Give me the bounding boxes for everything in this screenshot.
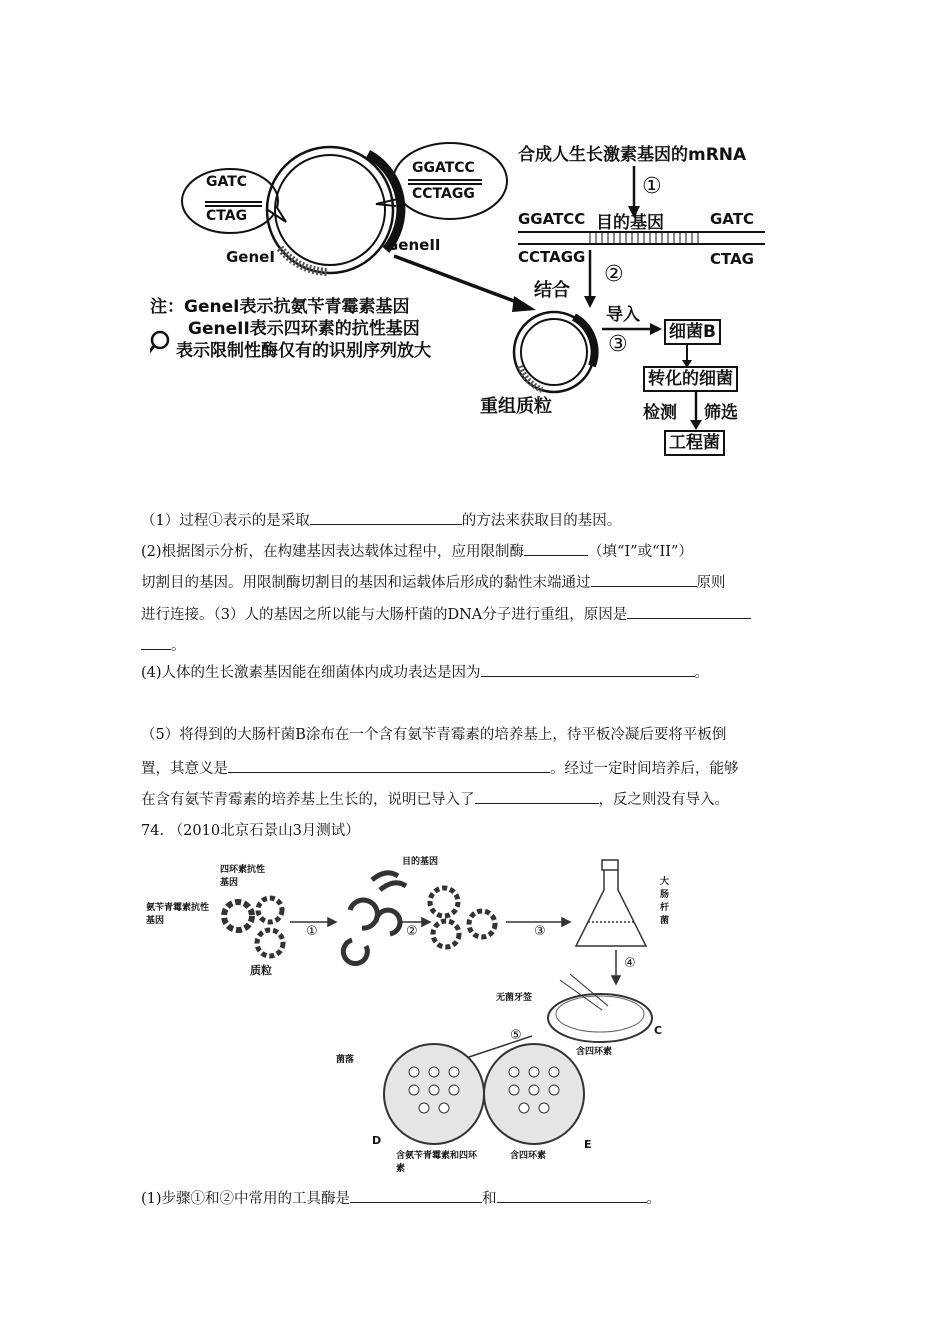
question-1 xyxy=(141,510,811,530)
question-74-1 xyxy=(141,1188,811,1208)
plate-d-letter: D xyxy=(372,1134,382,1147)
question-4 xyxy=(141,662,811,682)
q5-text-c: 。经过一定时间培养后，能够 xyxy=(550,761,739,777)
bubble-left-bottom-seq: CTAG xyxy=(206,208,248,224)
question-2-line-1 xyxy=(141,541,811,561)
bubble-left-top-seq: GATC xyxy=(206,174,248,190)
fig2-step-1: ① xyxy=(306,924,318,939)
plate-c xyxy=(548,994,652,1042)
q5-blank-1[interactable] xyxy=(228,758,550,773)
q2-blank-principle[interactable] xyxy=(591,572,697,587)
q5-text-a: （5）将得到的大肠杆菌B涂布在一个含有氨苄青霉素的培养基上，待平板冷凝后要将平板倒 xyxy=(141,727,727,743)
mrna-title: 合成人生长激素基因的mRNA xyxy=(518,145,747,165)
q5-text-d: 在含有氨苄青霉素的培养基上生长的，说明已导入了 xyxy=(141,792,475,808)
note-line-3: 表示限制性酶仅有的识别序列放大 xyxy=(176,341,431,361)
note-line-2: GeneII表示四环素的抗性基因 xyxy=(188,319,420,339)
plate-d-medium-label: 含氨苄青霉素和四环素 xyxy=(396,1151,478,1174)
fig2-step-3: ③ xyxy=(534,924,546,939)
plate-e-letter: E xyxy=(584,1138,592,1151)
q2-blank-enzyme[interactable] xyxy=(524,541,588,556)
q4-blank[interactable] xyxy=(481,662,695,677)
note-line-1: 注：GeneI表示抗氨苄青霉素基因 xyxy=(150,297,410,317)
transformed-bacteria-box: 转化的细菌 xyxy=(643,366,738,392)
q1-text-a: （1）过程①表示的是采取 xyxy=(141,513,310,529)
magnifier-icon xyxy=(150,332,168,356)
figure-1 xyxy=(150,130,790,460)
q2-text-a: (2)根据图示分析，在构建基因表达载体过程中，应用限制酶 xyxy=(141,544,525,560)
flask-icon xyxy=(576,860,646,946)
gene-2-label: GeneII xyxy=(386,236,441,254)
seq-top-right: GATC xyxy=(710,210,754,228)
plasmid-label: 质粒 xyxy=(250,964,272,977)
target-gene-label: 目的基因 xyxy=(596,213,664,233)
q2-text-d: 原则 xyxy=(696,575,726,591)
question-2-line-2 xyxy=(141,572,811,592)
fig2-step-4: ④ xyxy=(624,956,636,971)
q3-blank-2[interactable] xyxy=(141,635,171,650)
combine-label: 结合 xyxy=(534,280,570,301)
plate-e-medium-label: 含四环素 xyxy=(510,1151,547,1161)
q5-text-e: ，反之则没有导入。 xyxy=(598,792,729,808)
q74-1-text-a: (1)步骤①和②中常用的工具酶是 xyxy=(141,1191,351,1207)
q2-text-c: 切割目的基因。用限制酶切割目的基因和运载体后形成的黏性末端通过 xyxy=(141,575,591,591)
question-74-heading xyxy=(141,822,811,840)
seq-top-left: GGATCC xyxy=(518,210,586,228)
detect-label: 检测 xyxy=(643,403,677,423)
screen-label: 筛选 xyxy=(704,403,738,423)
colony-label: 菌落 xyxy=(336,1055,355,1065)
question-3-line-2 xyxy=(141,635,811,655)
amp-gene-label: 氨苄青霉素抗性基因 xyxy=(146,903,210,926)
question-5-line-3 xyxy=(141,789,811,809)
q74-1-text-c: 。 xyxy=(646,1191,662,1207)
step-2-marker: ② xyxy=(604,262,624,287)
fig2-step-5: ⑤ xyxy=(510,1028,522,1043)
q74-1-blank-1[interactable] xyxy=(350,1188,482,1203)
figure-2-drawing xyxy=(140,850,720,1160)
q1-blank[interactable] xyxy=(310,510,462,525)
q74-1-blank-2[interactable] xyxy=(497,1188,647,1203)
step-3-marker: ③ xyxy=(608,332,628,357)
ecoli-label: 大肠杆菌 xyxy=(660,877,670,926)
fig2-step-2: ② xyxy=(406,924,418,939)
tet-gene-label: 四环素抗性基因 xyxy=(220,865,266,888)
seq-bottom-left: CCTAGG xyxy=(518,248,586,266)
recombinant-plasmid-label: 重组质粒 xyxy=(480,396,552,417)
sterile-toothpick-label: 无菌牙签 xyxy=(496,993,533,1003)
bacteria-b-box: 细菌B xyxy=(664,319,721,345)
seq-bottom-right: CTAG xyxy=(710,250,754,268)
target-gene-fig2-label: 目的基因 xyxy=(402,857,439,867)
q5-text-b: 置，其意义是 xyxy=(141,761,228,777)
step-1-marker: ① xyxy=(642,174,662,199)
plate-c-letter: C xyxy=(654,1024,663,1037)
question-5-line-1 xyxy=(141,726,811,744)
bubble-right-bottom-seq: CCTAGG xyxy=(412,186,475,202)
q3-blank-1[interactable] xyxy=(627,604,751,619)
gene-1-label: GeneI xyxy=(226,248,275,266)
q2-text-b: （填“I”或“II”） xyxy=(588,544,693,560)
q5-blank-2[interactable] xyxy=(475,789,599,804)
question-3-line-1 xyxy=(141,604,811,624)
q1-text-b: 的方法来获取目的基因。 xyxy=(461,513,622,529)
engineered-bacteria-box: 工程菌 xyxy=(664,430,725,456)
q3-text-b: 。 xyxy=(171,638,186,654)
bubble-right-top-seq: GGATCC xyxy=(412,160,475,176)
question-5-line-2 xyxy=(141,758,811,778)
q74-text: 74. （2010北京石景山3月测试） xyxy=(141,823,360,839)
q3-text-a: 进行连接。（3）人的基因之所以能与大肠杆菌的DNA分子进行重组，原因是 xyxy=(141,607,628,623)
import-label: 导入 xyxy=(606,305,640,325)
plate-c-medium-label: 含四环素 xyxy=(576,1047,613,1057)
q4-text-a: (4)人体的生长激素基因能在细菌体内成功表达是因为 xyxy=(141,665,481,681)
figure-2 xyxy=(140,850,720,1174)
q4-text-b: 。 xyxy=(694,665,710,681)
q74-1-text-b: 和 xyxy=(482,1191,497,1207)
